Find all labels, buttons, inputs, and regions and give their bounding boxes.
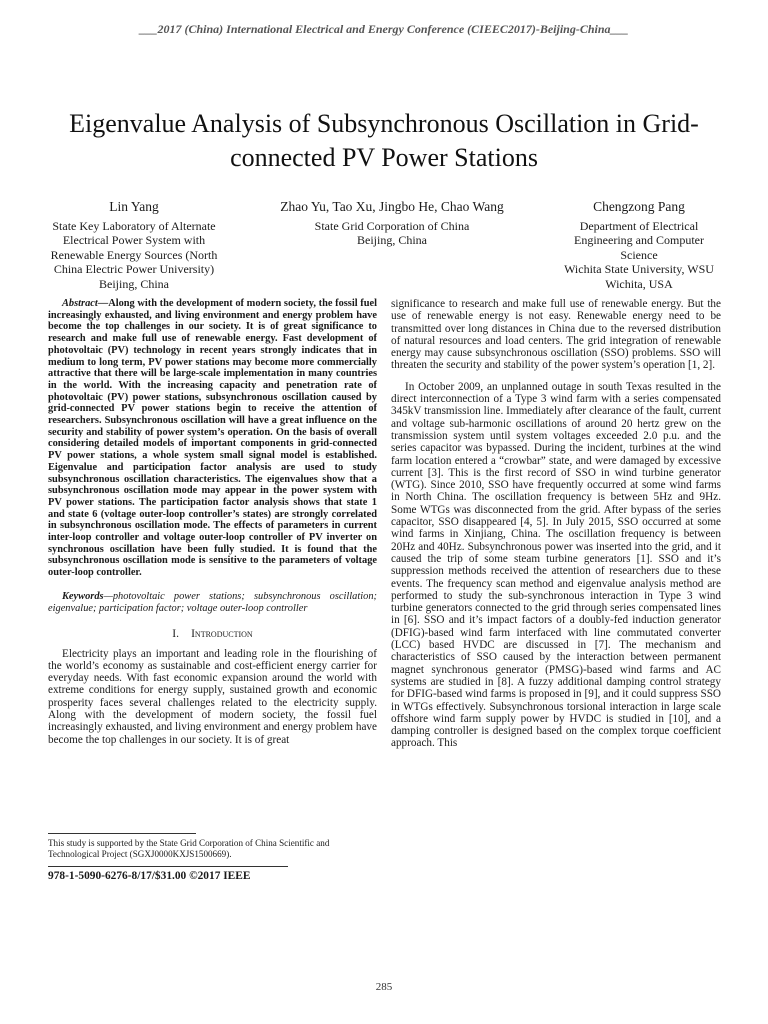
page-number: 285	[375, 981, 393, 993]
intro-paragraph-continued: significance to research and make full use of renewable energy. But the use of renewable energy is not easy. Renewable energy need to be transmitted over long distances in China due to the reversed distribution of natural resources and load centers. The grid integration of renewable energy may cause subsynchronous oscillation (SSO) problems. SSO will threaten the security and stability of the power system’s operation [1, 2].	[391, 298, 721, 372]
author-name: Zhao Yu, Tao Xu, Jingbo He, Chao Wang	[280, 199, 504, 214]
intro-paragraph: In October 2009, an unplanned outage in south Texas resulted in the direct interconnection of a Type 3 wind farm with a series compensated 345kV transmission line. Immediately after clearance of the fault, current and voltage sub-harmonic oscillations of around 20 hertz grew on the transmission system until system voltages exceeded 2.0 p.u. and the series capacitor was bypassed. During the incident, turbines at the wind farm location entered a “crowbar” state, and were damaged by excessive current [3]. This is the first record of SSO in wind turbine generator (WTG). Since 2010, SSO have frequently occurred at some wind farms in North China. The oscillation frequency is between 5Hz and 9Hz. Some WTGs was disconnected from the grid. After bypass of the series capacitor, SSO disappeared [4, 5]. In July 2015, SSO occurred at some wind farms in Xinjiang, China. The oscillation frequency is between 20Hz and 40Hz. Subsynchronous power was inserted into the grid, and it caused the trip of some steam turbine generators [1]. SSO and it’s suppression methods received the attention of researchers due to these events. The frequency scan method and eigenvalue analysis method are performed to study the sub-synchronous interaction in Type 3 wind turbine generators connected to the grid through series compensated lines in [6]. SSO and it’s impact factors of a doubly-fed induction generator (DFIG)-based wind farm interfaced with line commutated converter (LCC) based HVDC are discussed in [7]. The mechanism and characteristics of SSO caused by the interaction between permanent magnet synchronous generator (PMSG)-based wind farms and AC systems are studied in [8]. A fuzzy additional damping control strategy for DFIG-based wind farms is proposed in [9], and it could suppress SSO in WTGs effectively. Subsynchronous torsional interaction in large scale offshore wind farm supply power by HVDC is studied in [10], and a damping controller is designed based on the complex torque coefficient approach. This	[391, 380, 721, 750]
affiliation-line: Electrical Power System with	[62, 233, 206, 247]
section-title: Introduction	[191, 627, 253, 641]
section-heading	[48, 628, 377, 640]
abstract-dash: —	[97, 298, 109, 309]
author-1	[40, 200, 228, 291]
affiliation-line: China Electric Power University)	[53, 262, 215, 276]
keywords-text: photovoltaic power stations; subsynchronous oscillation; eigenvalue; participation factor; voltage outer-loop controller	[48, 590, 377, 614]
keywords-dash: —	[103, 590, 113, 602]
affiliation-line: State Grid Corporation of China	[314, 218, 470, 233]
right-column	[391, 298, 721, 750]
abstract-text: Along with the development of modern society, the fossil fuel increasingly exhausted, and living environment and energy problem have become the top challenges in our society. It is of great significance to research and make full use of renewable energy. Fast development of photovoltaic (PV) technology in recent years strongly indicates that in medium to long term, PV power stations may become more commercially attractive that there will be large-scale implementation in many countries in the world. With the increasing capacity and penetration rate of photovoltaic (PV) power stations, subsynchronous oscillation caused by grid-connected PV power stations begin to receive the attention of researchers. Subsynchronous oscillation will have a great influence on the security and stability of power system’s operation. On the basis of overall considering detailed models of important components in grid-connected PV power stations, a whole system small signal model is established. Eigenvalue and participation factor analysis are used to study subsynchronous oscillation characteristics. The eigenvalues show that a subsynchronous oscillation mode may appear in the power system with PV power stations. The participation factor analysis shows that state 1 and state 6 (voltage outer-loop controller’s states) are strongly correlated in subsynchronous oscillation mode. The effects of parameters in current inter-loop controller and voltage outer-loop controller of PV inverter on synchronous oscillation have been fully studied. It is found that the subsynchronous oscillation mode is sensitive to the parameters of voltage outer-loop controller.	[48, 298, 377, 579]
left-column	[48, 298, 377, 746]
affiliation-line: State Key Laboratory of Alternate	[52, 218, 216, 233]
funding-footnote: This study is supported by the State Grid Corporation of China Scientific and Technological Project (SGXJ0000KXJS1500669).	[48, 838, 330, 859]
footnote-divider	[48, 833, 196, 834]
affiliation-line: Wichita, USA	[605, 276, 673, 291]
section-number: I.	[172, 627, 180, 641]
conference-header: ___2017 (China) International Electrical and Energy Conference (CIEEC2017)-Beijing-China___	[139, 22, 629, 36]
affiliation-line: Wichita State University, WSU	[564, 262, 714, 276]
affiliation-line: Engineering and Computer	[574, 233, 704, 247]
affiliation-line: Science	[620, 247, 658, 262]
author-name: Lin Yang	[109, 199, 159, 214]
abstract	[48, 298, 377, 579]
author-name: Chengzong Pang	[593, 199, 685, 214]
affiliation-line: Beijing, China	[357, 233, 427, 247]
affiliation-line: Renewable Energy Sources (North	[50, 247, 218, 262]
author-2	[270, 200, 514, 248]
affiliation-line: Beijing, China	[99, 276, 169, 291]
keywords	[48, 591, 377, 614]
intro-paragraph: Electricity plays an important and leading role in the flourishing of the world’s economy as sustainable and cost-efficient energy carrier for everyday needs. With fast economic expansion around the world with extreme conditions for energy supply, sustained growth and economic prosperity faces several challenges related to the electricity supply. Along with the development of modern society, the fossil fuel increasingly exhausted, and living environment and energy problem have become the top challenges in our society. It is of great	[48, 647, 377, 746]
keywords-label: Keywords	[62, 590, 104, 602]
paper-title: Eigenvalue Analysis of Subsynchronous Oscillation in Grid-connected PV Power Stations	[69, 109, 699, 172]
abstract-label: Abstract	[62, 298, 98, 309]
affiliation-line: Department of Electrical	[579, 218, 699, 233]
author-3	[545, 200, 733, 291]
copyright-notice: 978-1-5090-6276-8/17/$31.00 ©2017 IEEE	[48, 870, 251, 882]
copyright-divider	[48, 866, 288, 867]
